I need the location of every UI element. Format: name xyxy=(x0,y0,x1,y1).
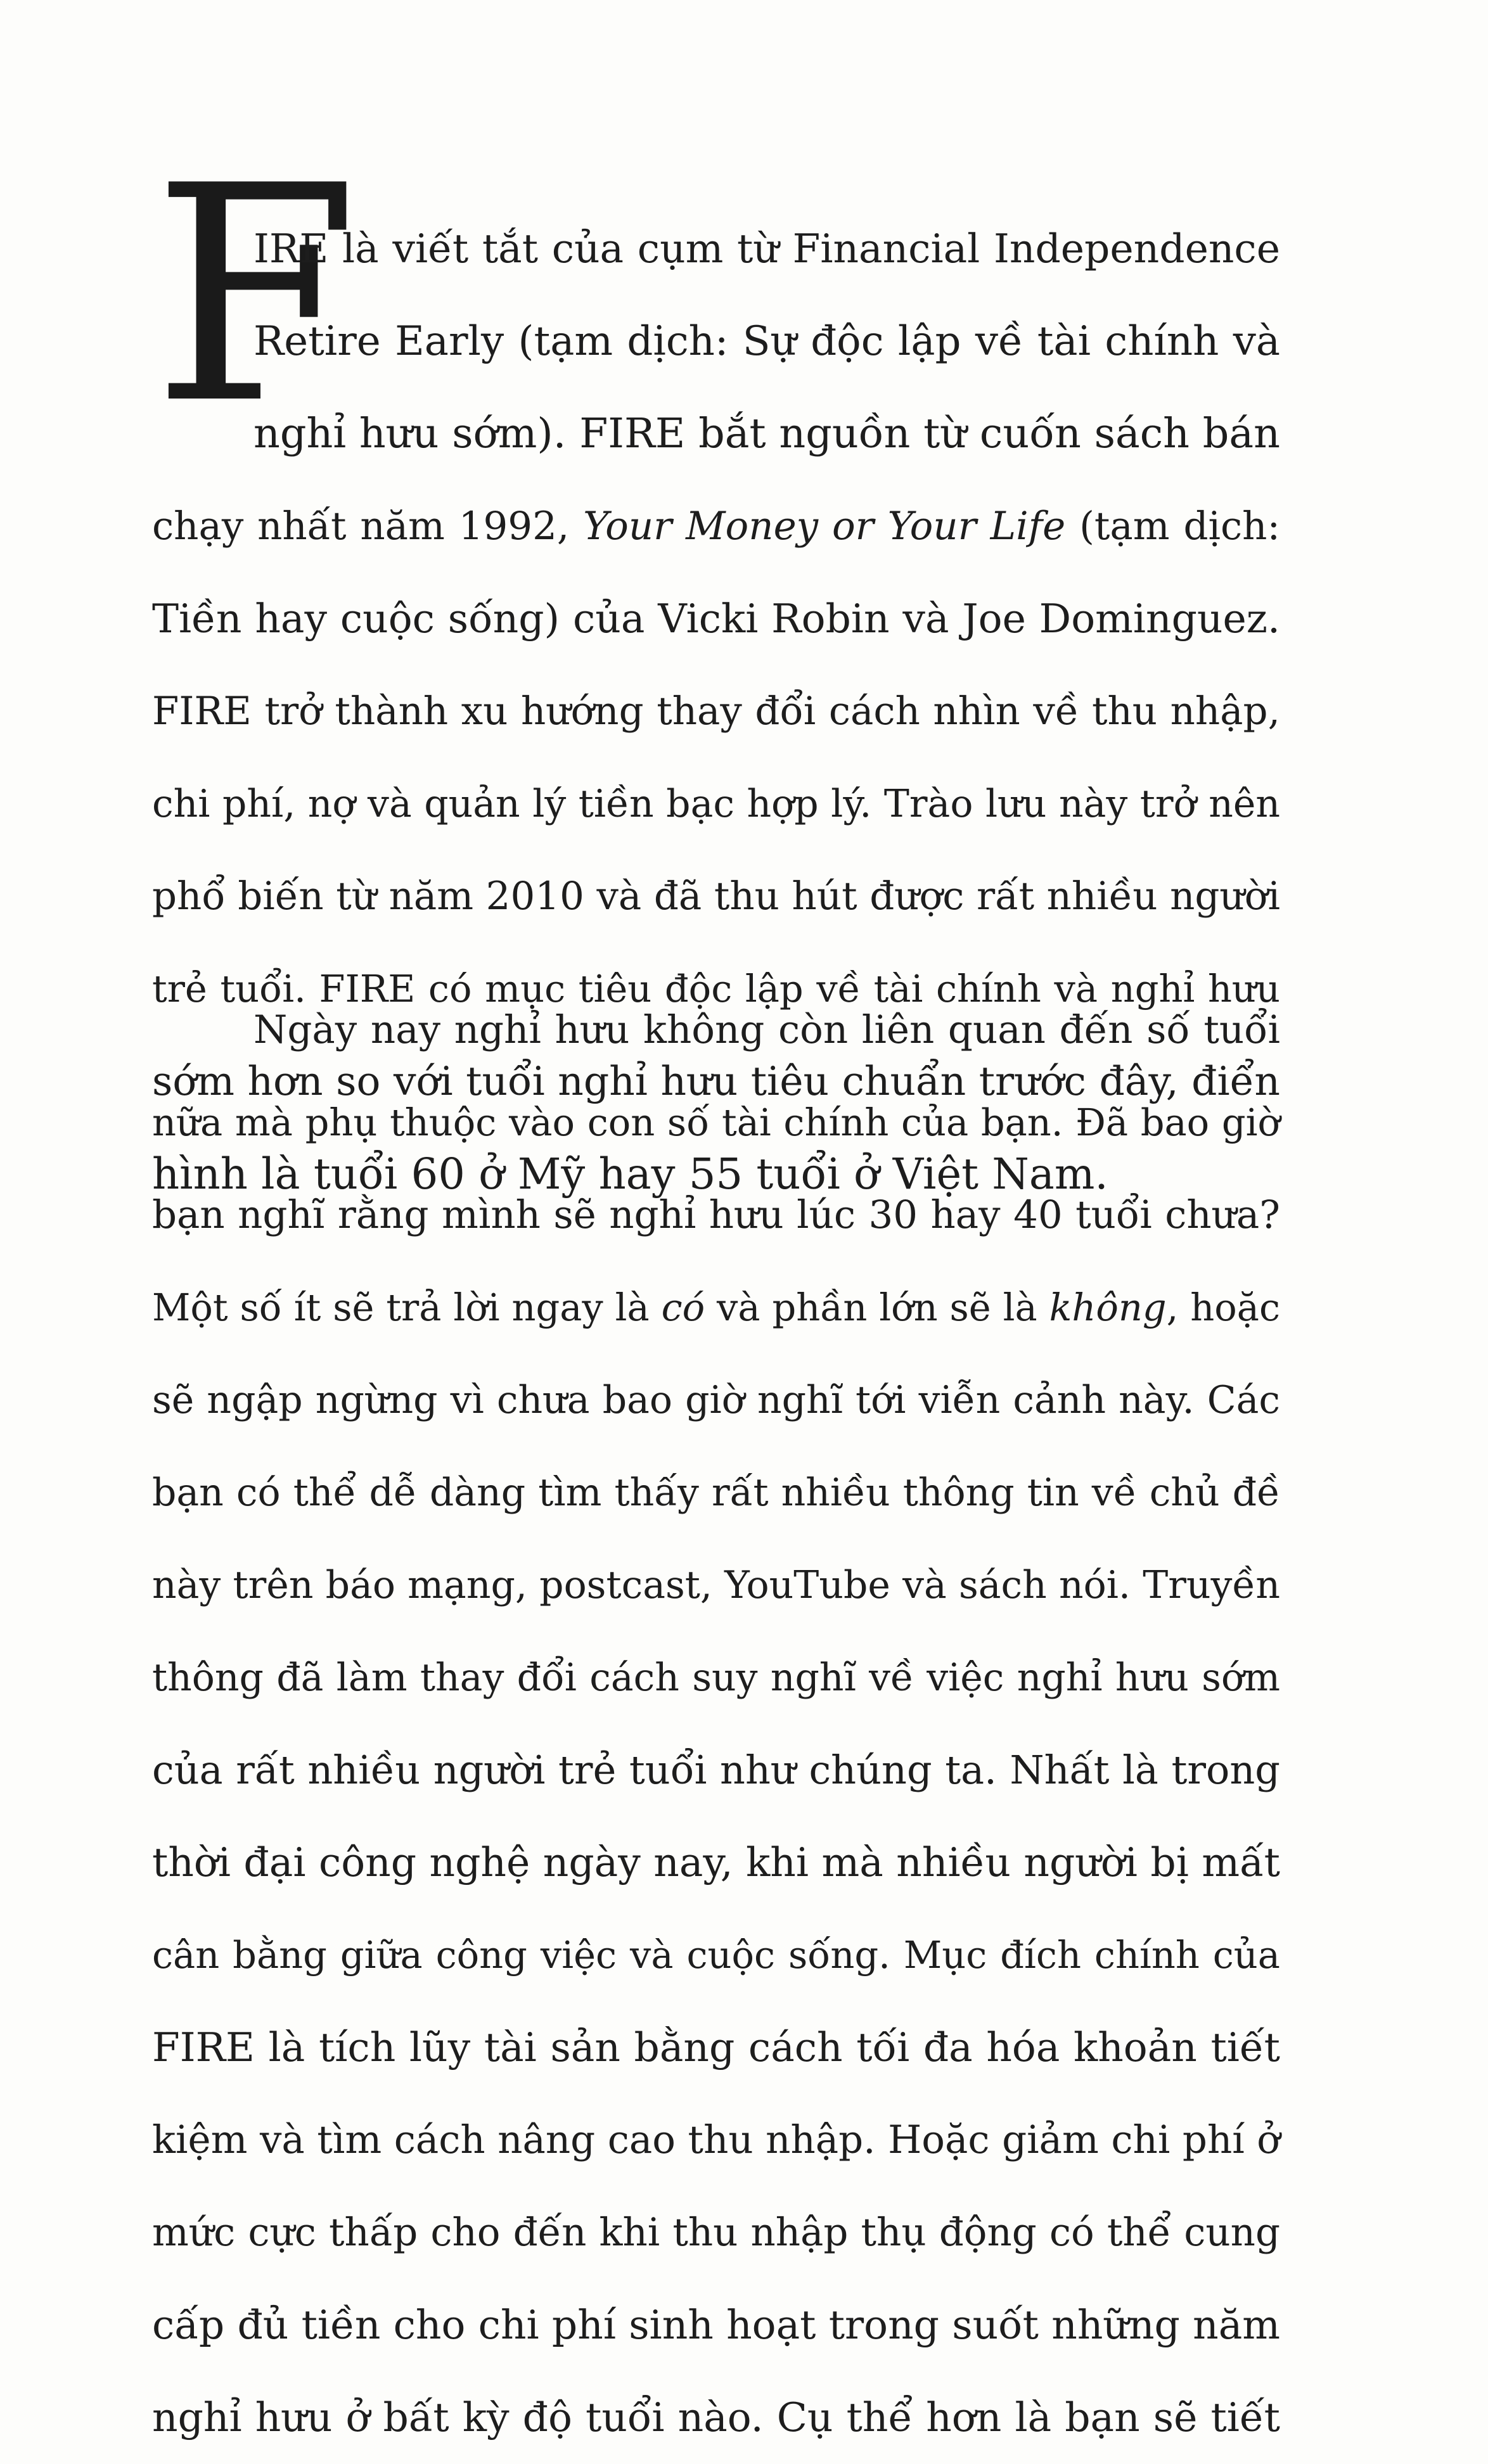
text-line: thời đại công nghệ ngày nay, khi mà nhiều người bị mất xyxy=(152,1839,1280,1886)
text-line: hình là tuổi 60 ở Mỹ hay 55 tuổi ở Việt Nam. xyxy=(152,1149,1108,1199)
text-line: Retire Early (tạm dịch: Sự độc lập về tài chính và xyxy=(253,318,1280,365)
text-line: Tiền hay cuộc sống) của Vicki Robin và Joe Dominguez. xyxy=(152,596,1280,642)
text-line: IRE là viết tắt của cụm từ Financial Independence xyxy=(253,226,1280,272)
text-line: kiệm và tìm cách nâng cao thu nhập. Hoặc giảm chi phí ở xyxy=(152,2117,1280,2162)
paragraph-2 xyxy=(152,984,1280,2464)
text-line: nghỉ hưu ở bất kỳ độ tuổi nào. Cụ thể hơn là bạn sẽ tiết xyxy=(152,2394,1280,2441)
text-run: (tạm dịch: xyxy=(1065,504,1281,549)
text-line: bạn có thể dễ dàng tìm thấy rất nhiều thông tin về chủ đề xyxy=(152,1471,1280,1515)
text-line: FIRE là tích lũy tài sản bằng cách tối đa hóa khoản tiết xyxy=(152,2024,1280,2071)
text-run: chạy nhất năm 1992, xyxy=(152,504,584,549)
emphasis-no: không xyxy=(1049,1286,1167,1329)
text-line: phổ biến từ năm 2010 và đã thu hút được rất nhiều người xyxy=(152,874,1280,919)
text-line: Ngày nay nghỉ hưu không còn liên quan đến số tuổi xyxy=(253,1007,1280,1052)
text-line: này trên báo mạng, postcast, YouTube và sách nói. Truyền xyxy=(152,1563,1280,1607)
text-line: bạn nghĩ rằng mình sẽ nghỉ hưu lúc 30 hay 40 tuổi chưa? xyxy=(152,1192,1280,1237)
text-line: mức cực thấp cho đến khi thu nhập thụ động có thể cung xyxy=(152,2210,1280,2255)
text-line: cân bằng giữa công việc và cuộc sống. Mục đích chính của xyxy=(152,1933,1280,1977)
text-line: nghỉ hưu sớm). FIRE bắt nguồn từ cuốn sách bán xyxy=(253,410,1280,457)
text-line xyxy=(152,1261,1280,1354)
text-line: của rất nhiều người trẻ tuổi như chúng ta. Nhất là trong xyxy=(152,1747,1280,1793)
text-line: nữa mà phụ thuộc vào con số tài chính của bạn. Đã bao giờ xyxy=(152,1101,1280,1144)
text-line: sớm hơn so với tuổi nghỉ hưu tiêu chuẩn trước đây, điển xyxy=(152,1058,1280,1104)
drop-cap-letter: F xyxy=(152,122,359,469)
text-line: trẻ tuổi. FIRE có mục tiêu độc lập về tài chính và nghỉ hưu xyxy=(152,967,1280,1011)
emphasis-yes: có xyxy=(661,1286,705,1329)
text-line: sẽ ngập ngừng vì chưa bao giờ nghĩ tới viễn cảnh này. Các xyxy=(152,1378,1280,1422)
text-line: cấp đủ tiền cho chi phí sinh hoạt trong suốt những năm xyxy=(152,2302,1280,2348)
book-title: Your Money or Your Life xyxy=(583,504,1066,549)
text-run: Một số ít sẽ trả lời ngay là xyxy=(152,1286,662,1329)
text-line: thông đã làm thay đổi cách suy nghĩ về việc nghỉ hưu sớm xyxy=(152,1656,1280,1700)
text-line xyxy=(152,480,1280,573)
text-run: và phần lớn sẽ là xyxy=(705,1286,1049,1329)
text-line: FIRE trở thành xu hướng thay đổi cách nhìn về thu nhập, xyxy=(152,689,1280,734)
text-run: , hoặc xyxy=(1166,1286,1280,1329)
text-line: chi phí, nợ và quản lý tiền bạc hợp lý. Trào lưu này trở nên xyxy=(152,782,1280,826)
